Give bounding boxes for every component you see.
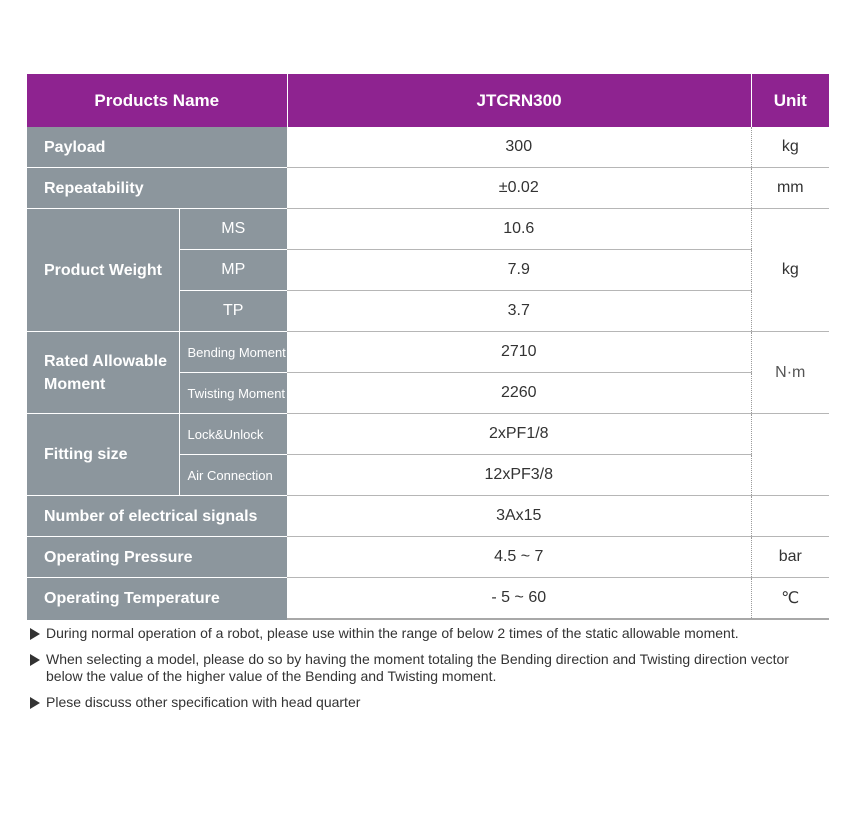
product-weight-unit: kg	[751, 209, 829, 332]
table-row	[27, 414, 829, 455]
table-header-row	[27, 74, 829, 127]
triangle-bullet-icon	[30, 697, 40, 709]
table-row	[27, 537, 829, 578]
moment-sub-twisting: Twisting Moment	[179, 373, 287, 414]
note-item	[30, 625, 820, 642]
electrical-signals-value: 3Ax15	[287, 496, 751, 537]
electrical-signals-unit	[751, 496, 829, 537]
operating-pressure-value: 4.5 ~ 7	[287, 537, 751, 578]
header-products-name: Products Name	[27, 74, 287, 127]
table-row	[27, 496, 829, 537]
table-row	[27, 168, 829, 209]
payload-value: 300	[287, 127, 751, 168]
triangle-bullet-icon	[30, 628, 40, 640]
moment-sub-bending: Bending Moment	[179, 332, 287, 373]
rated-moment-label: Rated Allowable Moment	[27, 332, 179, 414]
triangle-bullet-icon	[30, 654, 40, 666]
weight-sub-tp: TP	[179, 291, 287, 332]
note-item	[30, 694, 820, 711]
header-unit: Unit	[751, 74, 829, 127]
weight-value-tp: 3.7	[287, 291, 751, 332]
weight-value-ms: 10.6	[287, 209, 751, 250]
repeatability-label: Repeatability	[27, 168, 287, 209]
weight-sub-mp: MP	[179, 250, 287, 291]
note-text: Plese discuss other specification with head quarter	[46, 694, 361, 710]
table-row	[27, 332, 829, 373]
spec-table	[27, 74, 829, 620]
table-row	[27, 578, 829, 620]
fitting-value-air: 12xPF3/8	[287, 455, 751, 496]
fitting-size-label: Fitting size	[27, 414, 179, 496]
moment-value-bending: 2710	[287, 332, 751, 373]
operating-temperature-label: Operating Temperature	[27, 578, 287, 620]
fitting-value-lock: 2xPF1/8	[287, 414, 751, 455]
fitting-sub-lock: Lock&Unlock	[179, 414, 287, 455]
table-row	[27, 209, 829, 250]
table-row	[27, 127, 829, 168]
note-item	[30, 651, 820, 685]
product-weight-label: Product Weight	[27, 209, 179, 332]
payload-unit: kg	[751, 127, 829, 168]
moment-value-twisting: 2260	[287, 373, 751, 414]
payload-label: Payload	[27, 127, 287, 168]
weight-sub-ms: MS	[179, 209, 287, 250]
weight-value-mp: 7.9	[287, 250, 751, 291]
rated-moment-unit: N·m	[751, 332, 829, 414]
operating-pressure-label: Operating Pressure	[27, 537, 287, 578]
fitting-sub-air: Air Connection	[179, 455, 287, 496]
notes-list	[30, 625, 820, 720]
repeatability-unit: mm	[751, 168, 829, 209]
operating-temperature-unit: ℃	[751, 578, 829, 620]
header-model: JTCRN300	[287, 74, 751, 127]
operating-pressure-unit: bar	[751, 537, 829, 578]
note-text: When selecting a model, please do so by having the moment totaling the Bending direction and Twisting direction vector below the value of the higher value of the Bending and Twisting moment.	[46, 651, 789, 684]
fitting-size-unit	[751, 414, 829, 496]
repeatability-value: ±0.02	[287, 168, 751, 209]
operating-temperature-value: - 5 ~ 60	[287, 578, 751, 620]
electrical-signals-label: Number of electrical signals	[27, 496, 287, 537]
note-text: During normal operation of a robot, please use within the range of below 2 times of the static allowable moment.	[46, 625, 739, 641]
